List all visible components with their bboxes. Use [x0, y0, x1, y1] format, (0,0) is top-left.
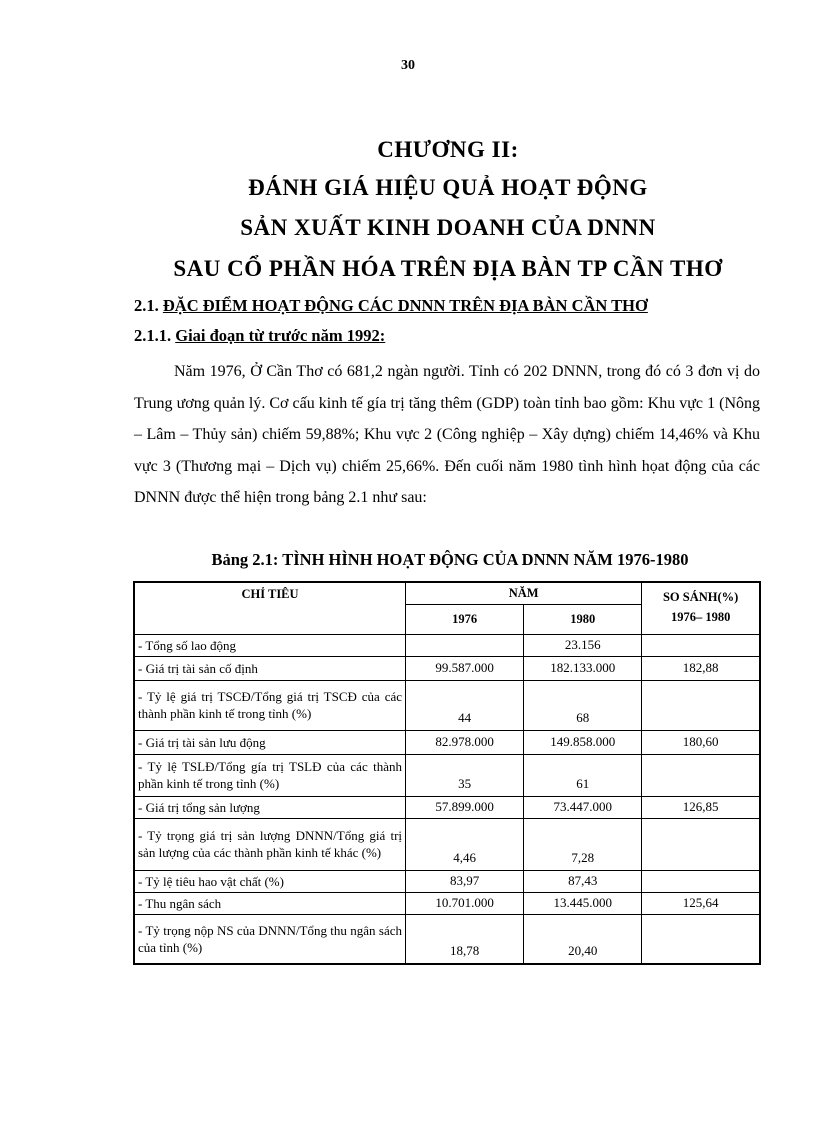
row-label: - Tỷ trọng nộp NS của DNNN/Tổng thu ngân sách của tỉnh (%) [134, 914, 406, 964]
value-1976: 57.899.000 [406, 796, 524, 818]
table-row [134, 680, 760, 730]
value-1976: 83,97 [406, 870, 524, 892]
value-1980: 7,28 [524, 818, 642, 870]
value-1980: 68 [524, 680, 642, 730]
compare-ratio: 125,64 [642, 892, 760, 914]
row-label: - Tỷ lệ tiêu hao vật chất (%) [134, 870, 406, 892]
row-label: - Thu ngân sách [134, 892, 406, 914]
header-year-group: NĂM [406, 582, 642, 604]
header-year-1980: 1980 [524, 604, 642, 634]
value-1976 [406, 634, 524, 656]
table-row [134, 634, 760, 656]
value-1980: 13.445.000 [524, 892, 642, 914]
data-table [133, 581, 761, 965]
section-heading [134, 296, 648, 316]
chapter-subtitle-line-1: ĐÁNH GIÁ HIỆU QUẢ HOẠT ĐỘNG [248, 175, 648, 200]
chapter-title: CHƯƠNG II: [377, 137, 519, 162]
table-row [134, 730, 760, 754]
subsection-title: Giai đoạn từ trước năm 1992: [175, 326, 386, 345]
value-1976: 18,78 [406, 914, 524, 964]
page-number: 30 [401, 58, 415, 73]
value-1980: 73.447.000 [524, 796, 642, 818]
subsection-heading [134, 326, 385, 346]
row-label: - Giá trị tổng sản lượng [134, 796, 406, 818]
value-1980: 23.156 [524, 634, 642, 656]
value-1980: 149.858.000 [524, 730, 642, 754]
row-label: - Tỷ lệ giá trị TSCĐ/Tổng giá trị TSCĐ của các thành phần kinh tế trong tỉnh (%) [134, 680, 406, 730]
row-label: - Tỷ lệ TSLĐ/Tổng gía trị TSLĐ của các thành phần kinh tế trong tỉnh (%) [134, 754, 406, 796]
value-1980: 87,43 [524, 870, 642, 892]
row-label: - Tổng số lao động [134, 634, 406, 656]
section-title: ĐẶC ĐIỂM HOẠT ĐỘNG CÁC DNNN TRÊN ĐỊA BÀN CẦN THƠ [162, 296, 648, 315]
row-label: - Giá trị tài sản cố định [134, 656, 406, 680]
table-row [134, 796, 760, 818]
table-caption: Bảng 2.1: TÌNH HÌNH HOẠT ĐỘNG CỦA DNNN NĂM 1976-1980 [211, 550, 689, 569]
value-1980: 61 [524, 754, 642, 796]
table-row [134, 914, 760, 964]
body-paragraph: Năm 1976, Ở Cần Thơ có 681,2 ngàn người. Tỉnh có 202 DNNN, trong đó có 3 đơn vị do Trung ương quản lý. Cơ cấu kinh tế gía trị tăng thêm (GDP) toàn tỉnh bao gồm: Khu vực 1 (Nông – Lâm – Thủy sản) chiếm 59,88%; Khu vực 2 (Công nghiệp – Xây dựng) chiếm 14,46% và Khu vực 3 (Thương mại – Dịch vụ) chiếm 25,66%. Đến cuối năm 1980 tình hình họat động của các DNNN được thể hiện trong bảng 2.1 như sau: [134, 363, 760, 506]
compare-ratio: 126,85 [642, 796, 760, 818]
table-row [134, 818, 760, 870]
subsection-number: 2.1.1. [134, 326, 172, 345]
value-1976: 35 [406, 754, 524, 796]
value-1976: 99.587.000 [406, 656, 524, 680]
section-number: 2.1. [134, 296, 159, 315]
value-1976: 82.978.000 [406, 730, 524, 754]
value-1976: 44 [406, 680, 524, 730]
header-year-1976: 1976 [406, 604, 524, 634]
compare-ratio [642, 818, 760, 870]
table-row [134, 870, 760, 892]
row-label: - Giá trị tài sản lưu động [134, 730, 406, 754]
row-label: - Tỷ trọng giá trị sản lượng DNNN/Tổng giá trị sản lượng của các thành phần kinh tế khác (%) [134, 818, 406, 870]
table-row [134, 892, 760, 914]
compare-ratio [642, 680, 760, 730]
header-compare [642, 582, 760, 634]
value-1976: 10.701.000 [406, 892, 524, 914]
header-indicator: CHỈ TIÊU [134, 582, 406, 634]
header-compare-range: 1976– 1980 [670, 610, 731, 624]
table-row [134, 754, 760, 796]
value-1976: 4,46 [406, 818, 524, 870]
chapter-subtitle-line-3: SAU CỔ PHẦN HÓA TRÊN ĐỊA BÀN TP CẦN THƠ [173, 256, 723, 281]
compare-ratio: 180,60 [642, 730, 760, 754]
chapter-subtitle-line-2: SẢN XUẤT KINH DOANH CỦA DNNN [240, 215, 656, 240]
header-compare-label: SO SÁNH(%) [662, 590, 739, 604]
compare-ratio [642, 870, 760, 892]
compare-ratio: 182,88 [642, 656, 760, 680]
compare-ratio [642, 754, 760, 796]
value-1980: 182.133.000 [524, 656, 642, 680]
compare-ratio [642, 634, 760, 656]
value-1980: 20,40 [524, 914, 642, 964]
compare-ratio [642, 914, 760, 964]
table-row [134, 656, 760, 680]
